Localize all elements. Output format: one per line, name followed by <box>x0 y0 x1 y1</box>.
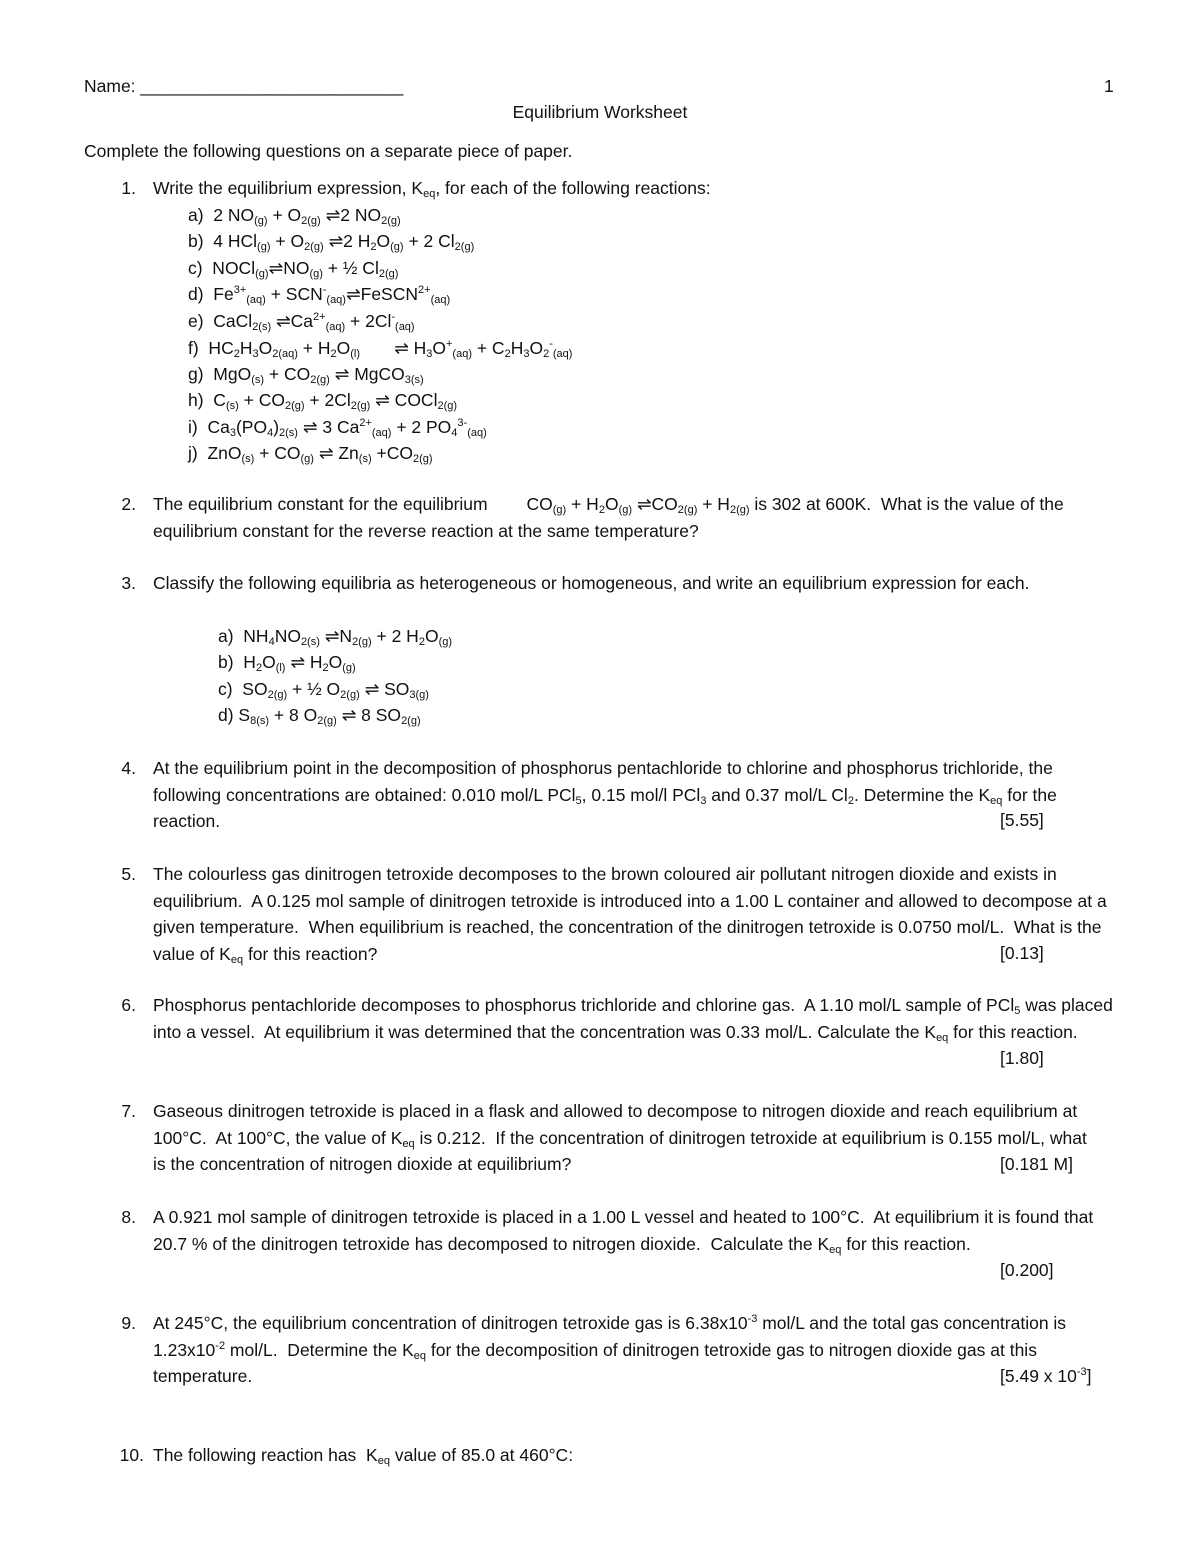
part-label: h) <box>188 390 204 410</box>
part-label: c) <box>188 258 203 278</box>
part-label: e) <box>188 311 204 331</box>
question-number-4: 4. <box>121 758 136 778</box>
question-4-text: At the equilibrium point in the decomposition of phosphorus pentachloride to chlorine and phosphorus trichloride, the following concentrations are obtained: 0.010 mol/L PCl$_5$, 0.15 mol/l PCl$_3$ and 0.37 mol/L $Cl_2$. Determine the $K_{eq}$ for the reaction. <box>153 758 1057 831</box>
question-number-7: 7. <box>121 1101 136 1121</box>
question-number-5: 5. <box>121 864 136 884</box>
question-number-9: 9. <box>121 1313 136 1333</box>
q3-part-b: b) $H_2O_{(l)}$ ⇌ $H_2O_{(g)}$ <box>218 652 356 674</box>
question-9-text: At 245°C, the equilibrium concentration of dinitrogen tetroxide gas is $6.38x10^{-3}$ mol/L and the total gas concentration is $1.23x10^{-2}$ mol/L. Determine the $K_{eq}$ for the decomposition of dinitrogen tetroxide gas to nitrogen dioxide gas at this temperature. <box>153 1313 1067 1386</box>
question-2-text: The equilibrium constant for the equilibrium $CO_{(g)} + H_2O_{(g)}$ $\rightleftharpoons CO_{2(g)} + H_{2(g)}$ is 302 at 600K. What is the value of the equilibrium constant for the reverse reaction at the same temperature? <box>153 494 1064 541</box>
question-7-text: Gaseous dinitrogen tetroxide is placed in a flask and allowed to decompose to nitrogen dioxide and reach equilibrium at 100°C. At 100°C, the value of $K_{eq}$ is 0.212. If the concentration of dinitrogen tetroxide at equilibrium is 0.155 mol/L, what is the concentration of nitrogen dioxide at equilibrium? <box>153 1101 1087 1174</box>
part-label: i) <box>188 417 198 437</box>
q1-part-c: c) $NOCl_{(g)}\rightleftharpoons NO_{(g)}$ + ½ $Cl_{2(g)}$ <box>188 258 399 280</box>
question-5-text: The colourless gas dinitrogen tetroxide decomposes to the brown coloured air pollutant nitrogen dioxide and exists in equilibrium. A 0.125 mol sample of dinitrogen tetroxide is introduced into a 1.00 L container and allowed to decompose at a given temperature. When equilibrium is reached, the concentration of the dinitrogen tetroxide is 0.0750 mol/L. What is the value of $K_{eq}$ for this reaction? <box>153 864 1107 966</box>
answer-5: [0.13] <box>1000 943 1044 963</box>
part-label: j) <box>188 443 198 463</box>
q1-part-e: e) CaCl$_{2(s)}$ $\rightleftharpoons Ca^{2+}_{(aq)} + 2Cl^-_{(aq)}$ <box>188 311 415 333</box>
q3-part-d: d) $S_{8(s)} + 8$ $O_{2(g)}$ ⇌ 8 $SO_{2(g)}$ <box>218 705 421 727</box>
q1-part-g: g) $MgO_{(s)} + CO_{2(g)}$ ⇌ MgCO$_{3(s)}$ <box>188 364 424 386</box>
q1-part-b: b) 4 $HCl_{(g)} + O_{2(g)}$ ⇌2 $H_2O_{(g)} + 2$ $Cl_{2(g)}$ <box>188 231 475 253</box>
q1-part-f: f) $HC_2H_3O_{2(aq)} + H_2O_{(l)}$ ⇌ $H_3O^+_{(aq)} + C_2H_3O_2^-_{(aq)}$ <box>188 338 573 360</box>
answer-9: [5.49 x $10^{-3}$] <box>1000 1366 1092 1386</box>
name-line: Name: ___________________________ <box>84 76 404 96</box>
q1-part-i: i) $Ca_3(PO_4)_{2(s)}$ ⇌ 3 $Ca^{2+}_{(aq)} + 2$ $PO_4^{3-}_{(aq)}$ <box>188 417 487 439</box>
page-title: Equilibrium Worksheet <box>512 102 688 122</box>
question-number-10: 10. <box>119 1445 144 1465</box>
part-label: d) <box>188 284 204 304</box>
question-8-text: A 0.921 mol sample of dinitrogen tetroxide is placed in a 1.00 L vessel and heated to 100°C. At equilibrium it is found that 20.7 % of the dinitrogen tetroxide has decomposed to nitrogen dioxide. Calculate the $K_{eq}$ for this reaction. <box>153 1207 1094 1256</box>
instructions: Complete the following questions on a separate piece of paper. <box>84 141 573 161</box>
question-1-text: Write the equilibrium expression, $K_{eq}$, for each of the following reactions: <box>153 178 711 200</box>
q1-part-h: h) $C_{(s)} + CO_{2(g)} + 2Cl_{2(g)}$ ⇌ COCl$_{2(g)}$ <box>188 390 458 412</box>
part-label: f) <box>188 338 199 358</box>
part-label: d) <box>218 705 234 725</box>
question-3-text: Classify the following equilibria as heterogeneous or homogeneous, and write an equilibrium expression for each. <box>153 573 1030 593</box>
question-10-text: The following reaction has $K_{eq}$ value of 85.0 at 460°C: <box>153 1445 574 1467</box>
q1-part-d: d) $Fe^{3+}_{(aq)}$ + $SCN^-_{(aq)}\rightleftharpoons FeSCN^{2+}_{(aq)}$ <box>188 284 451 306</box>
page-number: 1 <box>1104 76 1114 96</box>
question-number-1: 1. <box>121 178 136 198</box>
question-number-2: 2. <box>121 494 136 514</box>
question-number-8: 8. <box>121 1207 136 1227</box>
q3-part-c: c) $SO_{2(g)}$ + ½ $O_{2(g)}$ ⇌ $SO_{3(g)}$ <box>218 679 429 701</box>
part-label: c) <box>218 679 233 699</box>
q1-part-a: a) 2 $NO_{(g)} + O_{2(g)}$ ⇌2 $NO_{2(g)}$ <box>188 205 401 227</box>
q3-part-a: a) $NH_4NO_{2(s)}$ $\rightleftharpoons N_{2(g)} + 2$ $H_2O_{(g)}$ <box>218 626 453 648</box>
question-number-3: 3. <box>121 573 136 593</box>
part-label: a) <box>218 626 234 646</box>
answer-8: [0.200] <box>1000 1260 1054 1280</box>
q1-part-j: j) $ZnO_{(s)} + CO_{(g)}$ ⇌ $Zn_{(s)} +CO_{2(g)}$ <box>188 443 433 465</box>
question-6-text: Phosphorus pentachloride decomposes to phosphorus trichloride and chlorine gas. A 1.10 mol/L sample of PCl$_5$ was placed into a vessel. At equilibrium it was determined that the concentration was 0.33 mol/L. Calculate the $K_{eq}$ for this reaction. <box>153 995 1113 1044</box>
question-number-6: 6. <box>121 995 136 1015</box>
answer-7: [0.181 M] <box>1000 1154 1073 1174</box>
answer-6: [1.80] <box>1000 1048 1044 1068</box>
part-label: b) <box>188 231 204 251</box>
part-label: g) <box>188 364 204 384</box>
part-label: b) <box>218 652 234 672</box>
answer-4: [5.55] <box>1000 810 1044 830</box>
part-label: a) <box>188 205 204 225</box>
